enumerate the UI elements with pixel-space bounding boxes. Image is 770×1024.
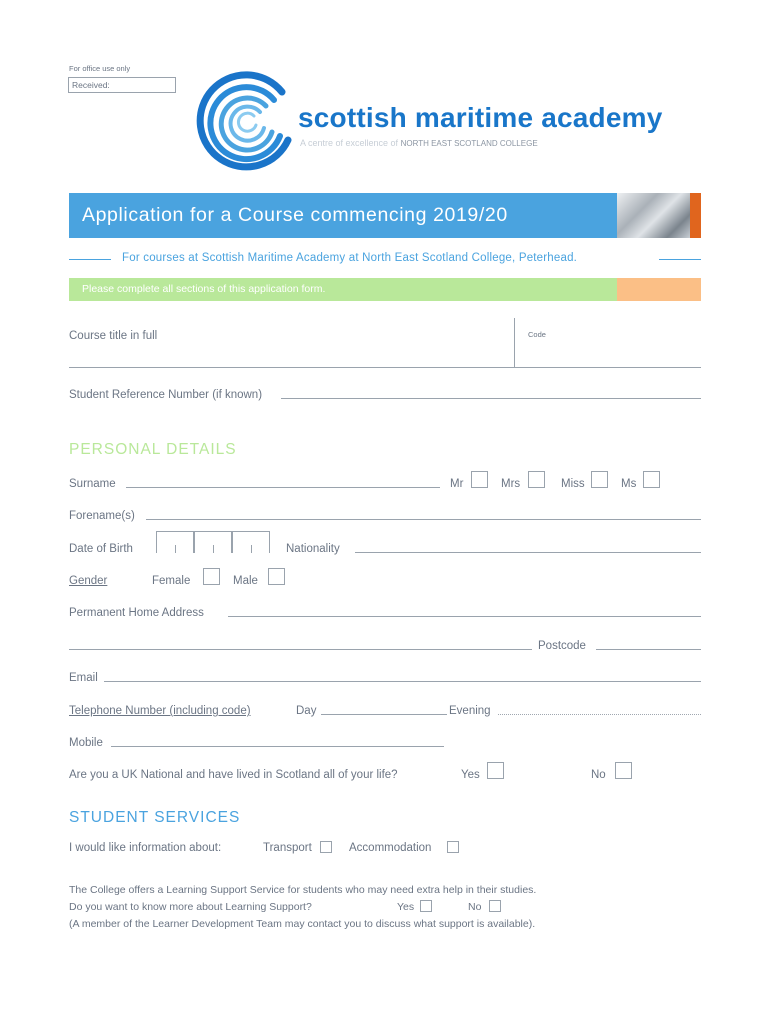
female-label: Female xyxy=(152,575,191,587)
brand-name: scottish maritime academy xyxy=(298,102,663,133)
personal-details-heading: PERSONAL DETAILS xyxy=(69,441,237,458)
telephone-evening-label: Evening xyxy=(449,705,491,717)
student-ref-field[interactable] xyxy=(281,398,701,399)
ls-yes-checkbox[interactable] xyxy=(420,900,432,912)
tagline-text: A centre of excellence of xyxy=(300,138,399,148)
banner-photo xyxy=(617,193,690,238)
ls-yes-label: Yes xyxy=(397,901,415,913)
learning-support-question: Do you want to know more about Learning Support? xyxy=(69,901,312,913)
college-name: NORTH EAST SCOTLAND COLLEGE xyxy=(400,139,538,148)
nationality-field[interactable] xyxy=(355,552,701,553)
postcode-label: Postcode xyxy=(538,640,586,652)
email-field[interactable] xyxy=(104,681,701,682)
title-mrs-checkbox[interactable] xyxy=(528,471,545,488)
accommodation-label: Accommodation xyxy=(349,842,432,854)
telephone-evening-field[interactable] xyxy=(498,714,701,715)
male-checkbox[interactable] xyxy=(268,568,285,585)
dob-field[interactable] xyxy=(156,531,270,553)
received-field[interactable] xyxy=(68,77,176,93)
instruction-text: Please complete all sections of this application form. xyxy=(82,283,326,295)
title-mrs-label: Mrs xyxy=(501,478,521,490)
title-miss-label: Miss xyxy=(561,478,585,490)
address-field-line2[interactable] xyxy=(69,649,532,650)
telephone-label: Telephone Number (including code) xyxy=(69,705,251,717)
banner-accent xyxy=(690,193,701,238)
learning-support-note: (A member of the Learner Development Team may contact you to discuss what support is available). xyxy=(69,918,536,930)
transport-label: Transport xyxy=(263,842,312,854)
title-ms-label: Ms xyxy=(621,478,637,490)
mobile-field[interactable] xyxy=(111,746,444,747)
student-services-heading: STUDENT SERVICES xyxy=(69,809,241,826)
forenames-label: Forename(s) xyxy=(69,510,135,522)
course-code-divider xyxy=(514,318,515,368)
surname-field[interactable] xyxy=(126,487,440,488)
received-label: Received: xyxy=(72,80,110,90)
academy-logo-icon xyxy=(190,62,302,174)
banner-title: Application for a Course commencing 2019/20 xyxy=(82,204,508,226)
email-label: Email xyxy=(69,672,98,684)
learning-support-text: The College offers a Learning Support Service for students who may need extra help in their studies. xyxy=(69,884,537,896)
instruction-accent xyxy=(617,278,701,301)
transport-checkbox[interactable] xyxy=(320,841,332,853)
brand-tagline xyxy=(300,138,538,148)
gender-label: Gender xyxy=(69,575,108,587)
female-checkbox[interactable] xyxy=(203,568,220,585)
subtitle-rule-left xyxy=(69,259,111,260)
office-use-label: For office use only xyxy=(69,64,131,73)
course-title-field[interactable] xyxy=(69,367,701,368)
ls-no-label: No xyxy=(468,901,482,913)
dob-label: Date of Birth xyxy=(69,543,133,555)
course-title-label: Course title in full xyxy=(69,330,158,342)
uk-national-question: Are you a UK National and have lived in Scotland all of your life? xyxy=(69,769,398,781)
telephone-day-field[interactable] xyxy=(321,714,447,715)
title-mr-checkbox[interactable] xyxy=(471,471,488,488)
accommodation-checkbox[interactable] xyxy=(447,841,459,853)
forenames-field[interactable] xyxy=(146,519,701,520)
subtitle: For courses at Scottish Maritime Academy at North East Scotland College, Peterhead. xyxy=(122,252,578,264)
surname-label: Surname xyxy=(69,478,116,490)
address-label: Permanent Home Address xyxy=(69,607,204,619)
nationality-label: Nationality xyxy=(286,543,340,555)
telephone-day-label: Day xyxy=(296,705,317,717)
male-label: Male xyxy=(233,575,258,587)
postcode-field[interactable] xyxy=(596,649,701,650)
dob-tick xyxy=(175,545,176,553)
uk-no-checkbox[interactable] xyxy=(615,762,632,779)
uk-yes-label: Yes xyxy=(461,769,480,781)
subtitle-rule-right xyxy=(659,259,701,260)
dob-tick xyxy=(251,545,252,553)
title-miss-checkbox[interactable] xyxy=(591,471,608,488)
mobile-label: Mobile xyxy=(69,737,103,749)
title-mr-label: Mr xyxy=(450,478,464,490)
title-ms-checkbox[interactable] xyxy=(643,471,660,488)
dob-tick xyxy=(213,545,214,553)
ls-no-checkbox[interactable] xyxy=(489,900,501,912)
info-about-label: I would like information about: xyxy=(69,842,222,854)
uk-yes-checkbox[interactable] xyxy=(487,762,504,779)
student-ref-label: Student Reference Number (if known) xyxy=(69,389,263,401)
course-code-label: Code xyxy=(528,330,546,339)
address-field-line1[interactable] xyxy=(228,616,701,617)
uk-no-label: No xyxy=(591,769,606,781)
